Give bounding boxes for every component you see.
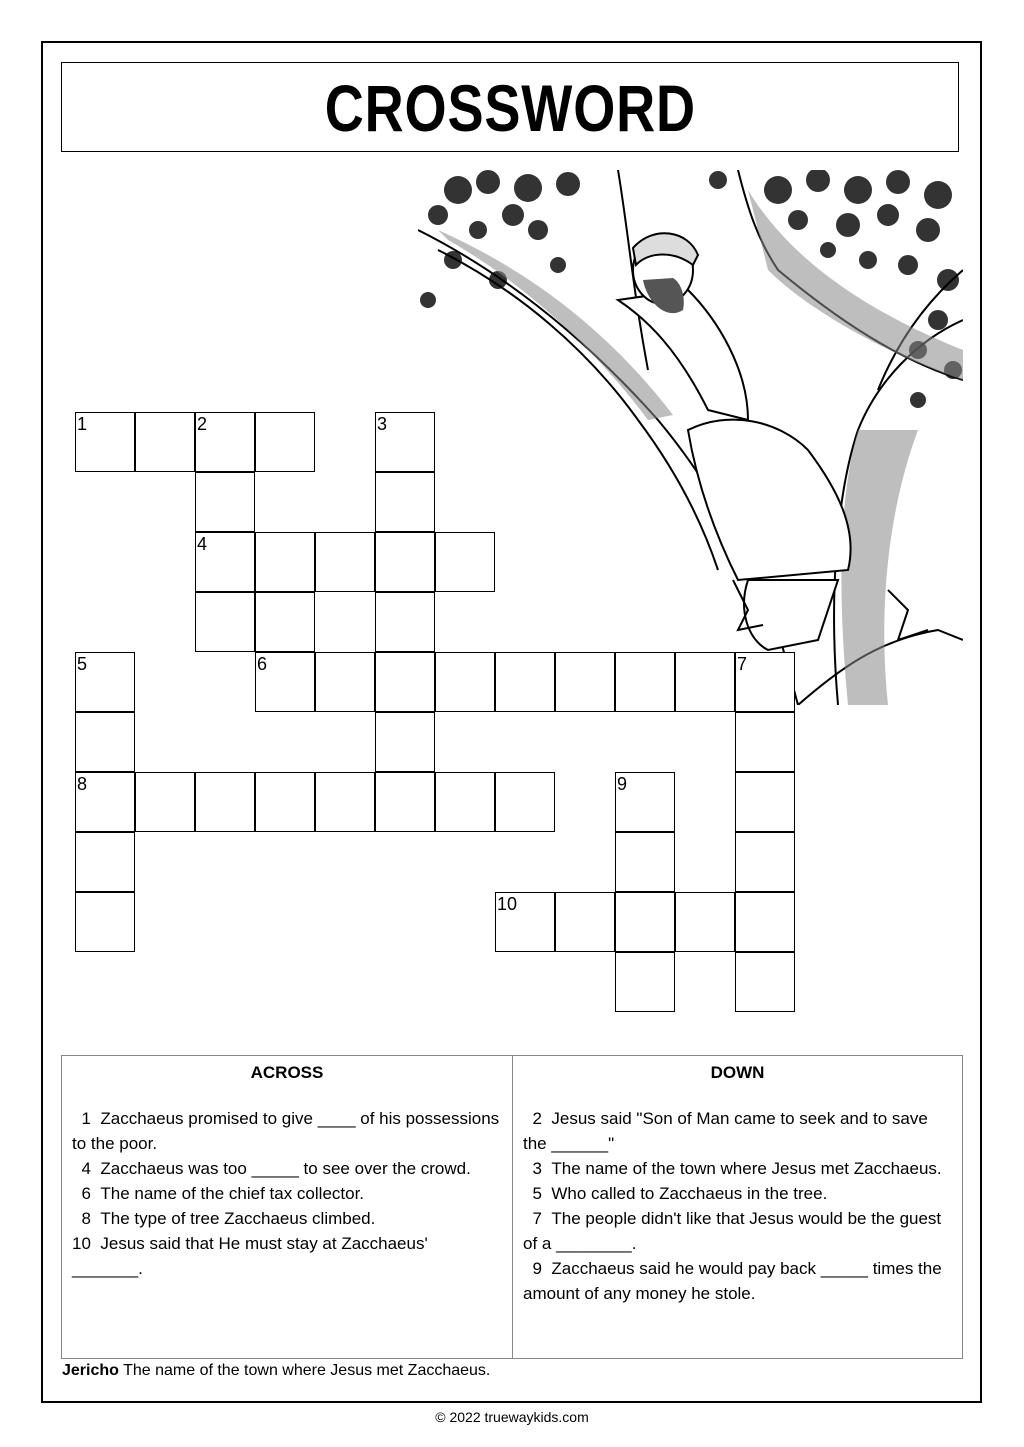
down-clue [523, 1206, 952, 1256]
down-heading: DOWN [710, 1063, 765, 1082]
cell-number: 3 [377, 414, 388, 434]
grid-cell[interactable] [375, 412, 435, 472]
grid-cell[interactable] [495, 892, 555, 952]
grid-cell[interactable] [735, 772, 795, 832]
grid-cell[interactable] [75, 712, 135, 772]
grid-cell[interactable] [135, 412, 195, 472]
across-clue [72, 1206, 502, 1231]
grid-cell[interactable] [195, 412, 255, 472]
clue-text: Jesus said "Son of Man came to seek and to save the ______" [523, 1109, 928, 1153]
grid-cell[interactable] [615, 652, 675, 712]
grid-cell[interactable] [75, 772, 135, 832]
footnote [62, 1362, 490, 1380]
grid-cell[interactable] [735, 892, 795, 952]
down-clue [523, 1156, 952, 1181]
footnote-word: Jericho [62, 1362, 119, 1379]
clue-text: The people didn't like that Jesus would be the guest of a ________. [523, 1209, 942, 1253]
clue-text: The name of the chief tax collector. [100, 1184, 365, 1203]
grid-cell[interactable] [735, 952, 795, 1012]
clue-text: Zacchaeus said he would pay back _____ times the amount of any money he stole. [523, 1259, 942, 1303]
grid-cell[interactable] [135, 772, 195, 832]
grid-cell[interactable] [435, 532, 495, 592]
across-clue [72, 1231, 502, 1281]
across-heading: ACROSS [250, 1063, 324, 1082]
clue-number: 4 [81, 1159, 91, 1178]
grid-cell[interactable] [255, 412, 315, 472]
down-clue [523, 1106, 952, 1156]
clue-text: Zacchaeus was too _____ to see over the crowd. [100, 1159, 471, 1178]
down-clue [523, 1256, 952, 1306]
copyright: © 2022 truewaykids.com [435, 1409, 589, 1425]
grid-cell[interactable] [195, 532, 255, 592]
grid-cell[interactable] [75, 892, 135, 952]
across-clue [72, 1181, 502, 1206]
cell-number: 8 [77, 774, 88, 794]
grid-cell[interactable] [495, 652, 555, 712]
clue-number: 6 [81, 1184, 91, 1203]
grid-cell[interactable] [375, 772, 435, 832]
down-clue [523, 1181, 952, 1206]
cell-number: 1 [77, 414, 88, 434]
clue-number: 2 [532, 1109, 542, 1128]
grid-cell[interactable] [735, 652, 795, 712]
clues-table [61, 1055, 963, 1359]
grid-cell[interactable] [195, 472, 255, 532]
cell-number: 5 [77, 654, 88, 674]
grid-cell[interactable] [615, 832, 675, 892]
cell-number: 7 [737, 654, 748, 674]
clue-text: Who called to Zacchaeus in the tree. [551, 1184, 828, 1203]
grid-cell[interactable] [435, 772, 495, 832]
grid-cell[interactable] [495, 772, 555, 832]
cell-number: 6 [257, 654, 268, 674]
down-clue-list [523, 1106, 952, 1306]
grid-cell[interactable] [675, 892, 735, 952]
grid-cell[interactable] [75, 412, 135, 472]
grid-cell[interactable] [75, 652, 135, 712]
across-clue-list [72, 1106, 502, 1281]
clue-text: The type of tree Zacchaeus climbed. [100, 1209, 376, 1228]
grid-cell[interactable] [375, 652, 435, 712]
cell-number: 2 [197, 414, 208, 434]
across-column [62, 1056, 513, 1358]
grid-cell[interactable] [255, 772, 315, 832]
grid-cell[interactable] [735, 712, 795, 772]
grid-cell[interactable] [375, 472, 435, 532]
grid-cell[interactable] [375, 592, 435, 652]
grid-cell[interactable] [375, 712, 435, 772]
clue-number: 10 [72, 1234, 91, 1253]
grid-cell[interactable] [435, 652, 495, 712]
grid-cell[interactable] [315, 652, 375, 712]
footnote-text: The name of the town where Jesus met Zacchaeus. [123, 1362, 491, 1379]
clue-text: Zacchaeus promised to give ____ of his possessions to the poor. [72, 1109, 500, 1153]
grid-cell[interactable] [315, 532, 375, 592]
clue-number: 8 [81, 1209, 91, 1228]
grid-cell[interactable] [375, 532, 435, 592]
grid-cell[interactable] [255, 532, 315, 592]
cell-number: 9 [617, 774, 628, 794]
grid-cell[interactable] [615, 952, 675, 1012]
grid-cell[interactable] [555, 892, 615, 952]
grid-cell[interactable] [555, 652, 615, 712]
down-column [513, 1056, 962, 1358]
grid-cell[interactable] [315, 772, 375, 832]
grid-cell[interactable] [615, 892, 675, 952]
grid-cell[interactable] [735, 832, 795, 892]
grid-cell[interactable] [255, 592, 315, 652]
across-clue [72, 1156, 502, 1181]
clue-number: 7 [532, 1209, 542, 1228]
page-title: CROSSWORD [324, 71, 696, 145]
across-clue [72, 1106, 502, 1156]
clue-text: The name of the town where Jesus met Zacchaeus. [551, 1159, 942, 1178]
cell-number: 10 [497, 894, 518, 914]
grid-cell[interactable] [195, 592, 255, 652]
grid-cell[interactable] [75, 832, 135, 892]
cell-number: 4 [197, 534, 208, 554]
grid-cell[interactable] [675, 652, 735, 712]
clue-text: Jesus said that He must stay at Zacchaeus' _______. [72, 1234, 428, 1278]
clue-number: 1 [81, 1109, 91, 1128]
clue-number: 3 [532, 1159, 542, 1178]
grid-cell[interactable] [255, 652, 315, 712]
clue-number: 5 [532, 1184, 542, 1203]
clue-number: 9 [532, 1259, 542, 1278]
grid-cell[interactable] [615, 772, 675, 832]
grid-cell[interactable] [195, 772, 255, 832]
